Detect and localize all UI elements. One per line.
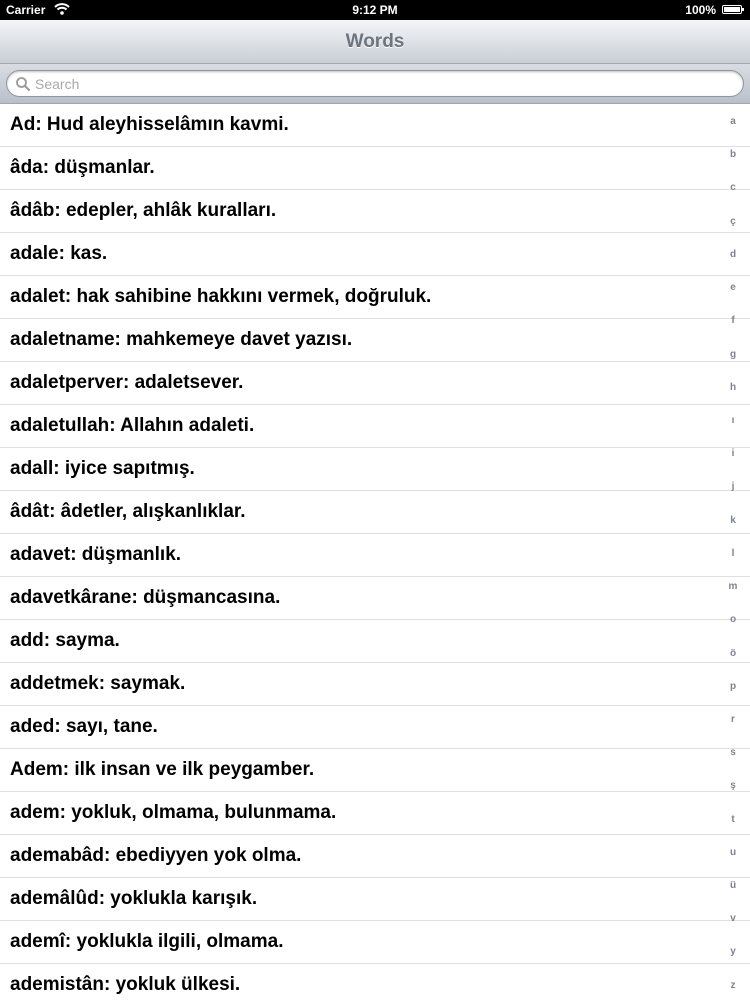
index-letter[interactable]: p: [729, 680, 737, 692]
word-row[interactable]: ademistân: yokluk ülkesi.: [0, 964, 750, 1000]
search-bar: [0, 64, 750, 104]
index-letter[interactable]: m: [728, 581, 738, 593]
battery-percentage: 100%: [685, 3, 716, 17]
index-letter[interactable]: g: [729, 348, 737, 360]
word-row[interactable]: âda: düşmanlar.: [0, 147, 750, 190]
word-row[interactable]: adaletperver: adaletsever.: [0, 362, 750, 405]
index-letter[interactable]: ö: [729, 647, 737, 659]
navigation-bar: [0, 20, 750, 64]
word-row[interactable]: âdâb: edepler, ahlâk kuralları.: [0, 190, 750, 233]
index-letter[interactable]: l: [731, 547, 735, 559]
index-letter[interactable]: f: [731, 315, 735, 327]
index-letter[interactable]: u: [729, 846, 737, 858]
word-row[interactable]: adem: yokluk, olmama, bulunmama.: [0, 792, 750, 835]
word-row[interactable]: adavet: düşmanlık.: [0, 534, 750, 577]
index-letter[interactable]: c: [730, 182, 736, 194]
page-title: Words: [345, 31, 405, 52]
section-index[interactable]: [716, 104, 750, 1000]
word-list: [0, 104, 750, 1000]
index-letter[interactable]: ı: [731, 414, 735, 426]
index-letter[interactable]: z: [730, 979, 736, 991]
word-row[interactable]: aded: sayı, tane.: [0, 706, 750, 749]
index-letter[interactable]: ç: [730, 215, 736, 227]
search-input[interactable]: [35, 74, 725, 94]
word-row[interactable]: Ad: Hud aleyhisselâmın kavmi.: [0, 104, 750, 147]
word-row[interactable]: adaletullah: Allahın adaleti.: [0, 405, 750, 448]
carrier-label: Carrier: [6, 3, 46, 17]
word-row[interactable]: adalet: hak sahibine hakkını vermek, doğruluk.: [0, 276, 750, 319]
index-letter[interactable]: i: [731, 448, 735, 460]
word-row[interactable]: ademî: yoklukla ilgili, olmama.: [0, 921, 750, 964]
word-row[interactable]: adavetkârane: düşmancasına.: [0, 577, 750, 620]
index-letter[interactable]: a: [730, 116, 736, 127]
index-letter[interactable]: r: [731, 713, 735, 725]
status-time: 9:12 PM: [352, 3, 398, 17]
index-letter[interactable]: b: [729, 149, 737, 161]
index-letter[interactable]: e: [730, 282, 736, 294]
word-row[interactable]: Adem: ilk insan ve ilk peygamber.: [0, 749, 750, 792]
index-letter[interactable]: t: [731, 813, 735, 825]
index-letter[interactable]: y: [730, 946, 736, 958]
battery-icon: [722, 5, 742, 14]
word-row[interactable]: addetmek: saymak.: [0, 663, 750, 706]
index-letter[interactable]: k: [730, 514, 736, 526]
index-letter[interactable]: v: [730, 913, 736, 925]
index-letter[interactable]: ş: [730, 780, 736, 792]
word-row[interactable]: adale: kas.: [0, 233, 750, 276]
status-bar: [0, 0, 750, 20]
index-letter[interactable]: h: [729, 381, 737, 393]
search-field[interactable]: [6, 70, 744, 97]
index-letter[interactable]: j: [731, 481, 735, 493]
word-row[interactable]: ademabâd: ebediyyen yok olma.: [0, 835, 750, 878]
word-row[interactable]: adall: iyice sapıtmış.: [0, 448, 750, 491]
word-row[interactable]: ademâlûd: yoklukla karışık.: [0, 878, 750, 921]
index-letter[interactable]: s: [730, 747, 736, 759]
index-letter[interactable]: d: [729, 248, 737, 260]
index-letter[interactable]: ü: [729, 880, 737, 892]
index-letter[interactable]: o: [729, 614, 737, 626]
word-row[interactable]: adaletname: mahkemeye davet yazısı.: [0, 319, 750, 362]
search-icon: [15, 76, 31, 92]
word-row[interactable]: âdât: âdetler, alışkanlıklar.: [0, 491, 750, 534]
word-row[interactable]: add: sayma.: [0, 620, 750, 663]
